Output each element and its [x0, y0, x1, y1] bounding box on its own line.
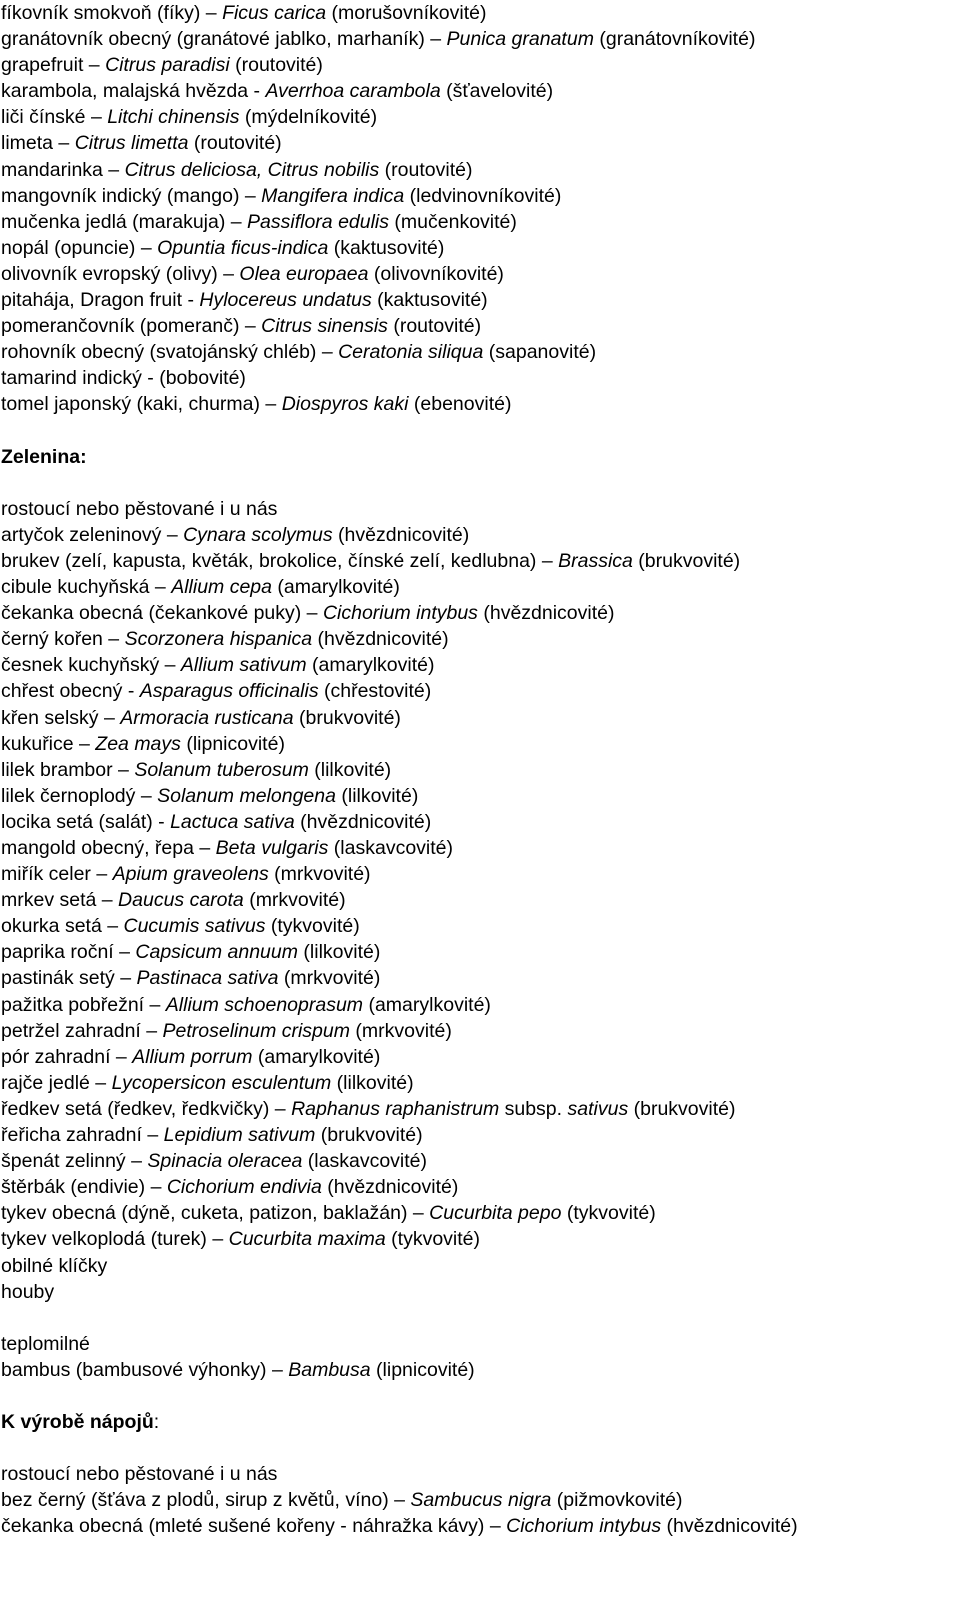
- text-segment: (lipnicovité): [370, 1358, 475, 1381]
- text-segment: (hvězdnicovité): [312, 628, 449, 651]
- text-segment: čekanka obecná (čekankové puky) –: [1, 602, 323, 625]
- beverage-list: [1, 1487, 960, 1539]
- text-segment: (granátovníkovité): [593, 28, 756, 51]
- text-segment: (routovité): [229, 54, 323, 77]
- latin-name: Daucus carota: [118, 889, 244, 912]
- text-segment: tomel japonský (kaki, churma) –: [1, 393, 282, 416]
- text-segment: rajče jedlé –: [1, 1071, 112, 1094]
- latin-name: Lepidium sativum: [163, 1124, 316, 1147]
- text-segment: bambus (bambusové výhonky) –: [1, 1358, 289, 1381]
- text-segment: (morušovníkovité): [326, 2, 487, 24]
- list-item: [1, 391, 960, 417]
- list-item: [1, 783, 960, 809]
- text-segment: rohovník obecný (svatojánský chléb) –: [1, 341, 339, 364]
- list-item: [1, 1226, 960, 1252]
- list-item: [1, 287, 960, 313]
- heading-text: Zelenina:: [1, 445, 87, 468]
- text-segment: (lilkovité): [335, 784, 419, 807]
- text-segment: lilek brambor –: [1, 758, 135, 781]
- list-item: [1, 104, 960, 130]
- text-segment: karambola, malajská hvězda -: [1, 80, 266, 103]
- text-segment: (hvězdnicovité): [321, 1176, 459, 1199]
- text-segment: mangold obecný, řepa –: [1, 837, 216, 859]
- list-item: [1, 757, 960, 783]
- text-segment: (chřestovité): [318, 680, 432, 703]
- text-segment: mandarinka –: [1, 158, 125, 181]
- list-item: [1, 548, 960, 574]
- text-segment: tykev velkoplodá (turek) –: [1, 1228, 229, 1251]
- text-segment: pomerančovník (pomeranč) –: [1, 315, 262, 338]
- list-item: [1, 1487, 960, 1513]
- latin-name: Cichorium endivia: [166, 1176, 322, 1199]
- list-item: [1, 574, 960, 600]
- list-item: [1, 939, 960, 965]
- warm-vegetable-list: [1, 1357, 960, 1383]
- latin-name: Litchi chinensis: [107, 106, 240, 129]
- text-segment: miřík celer –: [1, 863, 113, 886]
- text-segment: (lipnicovité): [180, 732, 285, 755]
- latin-name: Passiflora edulis: [247, 210, 390, 233]
- list-item: [1, 731, 960, 757]
- latin-name: Apium graveolens: [112, 863, 269, 886]
- text-segment: granátovník obecný (granátové jablko, marhaník) –: [1, 28, 447, 51]
- list-item: [1, 339, 960, 365]
- text-segment: (sapanovité): [483, 341, 597, 364]
- list-item: [1, 809, 960, 835]
- text-segment: lilek černoplodý –: [1, 784, 158, 807]
- text-segment: (brukvovité): [632, 549, 741, 572]
- latin-name: Armoracia rusticana: [120, 706, 294, 729]
- list-item: [1, 1513, 960, 1539]
- text-segment: (mrkvovité): [268, 863, 371, 886]
- text-segment: (amarylkovité): [271, 576, 400, 599]
- latin-name: Scorzonera hispanica: [124, 628, 313, 651]
- text-segment: (šťavelovité): [440, 80, 554, 103]
- latin-name: Asparagus officinalis: [139, 680, 319, 703]
- text-segment: okurka setá –: [1, 915, 124, 938]
- latin-name: Averrhoa carambola: [265, 80, 441, 103]
- text-segment: tamarind indický - (bobovité): [1, 367, 246, 390]
- latin-name: Punica granatum: [446, 28, 594, 51]
- text-segment: pitahája, Dragon fruit -: [1, 289, 200, 312]
- latin-name: Citrus limetta: [74, 132, 189, 155]
- section-heading-zelenina: [1, 444, 960, 470]
- text-segment: (brukvovité): [293, 706, 401, 729]
- text-segment: ředkev setá (ředkev, ředkvičky) –: [1, 1097, 292, 1120]
- heading-text: K výrobě nápojů: [1, 1411, 154, 1434]
- latin-name: Opuntia ficus-indica: [157, 236, 329, 259]
- text-segment: (mrkvovité): [278, 967, 381, 990]
- latin-name: Citrus sinensis: [261, 315, 388, 338]
- text-segment: subsp.: [499, 1097, 568, 1120]
- text-segment: kukuřice –: [1, 732, 96, 755]
- text-segment: (kaktusovité): [371, 289, 488, 312]
- text-segment: tykev obecná (dýně, cuketa, patizon, baklažán) –: [1, 1202, 430, 1225]
- list-item: [1, 130, 960, 156]
- latin-name: Brassica: [558, 549, 633, 572]
- list-item: [1, 992, 960, 1018]
- text-segment: brukev (zelí, kapusta, květák, brokolice, čínské zelí, kedlubna) –: [1, 549, 559, 572]
- latin-name: Solanum tuberosum: [134, 758, 309, 781]
- text-segment: (mrkvovité): [243, 889, 346, 912]
- latin-name: Diospyros kaki: [281, 393, 409, 416]
- text-segment: limeta –: [1, 132, 75, 155]
- text-segment: špenát zelinný –: [1, 1150, 148, 1173]
- latin-name: Citrus paradisi: [105, 54, 230, 77]
- list-item: [1, 261, 960, 287]
- latin-name: Allium porrum: [132, 1045, 253, 1068]
- text-segment: paprika roční –: [1, 941, 136, 964]
- list-item: [1, 1279, 960, 1305]
- text-segment: chřest obecný -: [1, 680, 140, 703]
- text-segment: pažitka pobřežní –: [1, 993, 166, 1016]
- latin-name: Pastinaca sativa: [136, 967, 279, 990]
- list-item: [1, 1122, 960, 1148]
- text-segment: štěrbák (endivie) –: [1, 1176, 167, 1199]
- list-item: [1, 600, 960, 626]
- latin-name: Cucurbita pepo: [429, 1202, 562, 1225]
- latin-name: Hylocereus undatus: [199, 289, 372, 312]
- list-item: [1, 52, 960, 78]
- fruit-list: [1, 0, 960, 418]
- latin-name: Ficus carica: [222, 2, 327, 24]
- latin-name: Sambucus nigra: [410, 1489, 552, 1512]
- list-item: [1, 78, 960, 104]
- latin-name: Solanum melongena: [157, 784, 336, 807]
- subheading-teplomilne: teplomilné: [1, 1332, 90, 1355]
- text-segment: (lilkovité): [298, 941, 381, 964]
- latin-name: Zea mays: [95, 732, 181, 755]
- text-segment: (routovité): [387, 315, 482, 338]
- latin-name: Cucumis sativus: [123, 915, 266, 938]
- text-segment: (pižmovkovité): [551, 1489, 683, 1512]
- spacer: [1, 1435, 960, 1461]
- text-segment: (tykvovité): [561, 1202, 656, 1225]
- list-item: [1, 235, 960, 261]
- latin-name: Capsicum annuum: [135, 941, 298, 964]
- text-segment: (brukvovité): [628, 1097, 736, 1120]
- heading-suffix: :: [153, 1411, 160, 1434]
- text-segment: (hvězdnicovité): [332, 523, 470, 546]
- list-item: [1, 652, 960, 678]
- text-segment: locika setá (salát) -: [1, 810, 171, 833]
- list-item: [1, 678, 960, 704]
- spacer: [1, 1383, 960, 1409]
- text-segment: černý kořen –: [1, 628, 125, 651]
- text-segment: (lilkovité): [308, 758, 392, 781]
- text-segment: (lilkovité): [331, 1071, 414, 1094]
- text-segment: (routovité): [379, 158, 473, 181]
- text-segment: (amarylkovité): [306, 654, 435, 677]
- list-item: [1, 365, 960, 391]
- list-item: [1, 1148, 960, 1174]
- text-segment: (brukvovité): [315, 1124, 423, 1147]
- text-segment: (hvězdnicovité): [294, 810, 432, 833]
- list-item: [1, 1096, 960, 1122]
- text-segment: (routovité): [188, 132, 282, 155]
- vegetable-list: [1, 522, 960, 1305]
- list-item: [1, 209, 960, 235]
- text-segment: mangovník indický (mango) –: [1, 184, 262, 207]
- text-segment: (hvězdnicovité): [661, 1515, 798, 1538]
- text-segment: olivovník evropský (olivy) –: [1, 262, 240, 285]
- list-item: [1, 965, 960, 991]
- latin-name: Beta vulgaris: [215, 837, 329, 859]
- latin-name: sativus: [567, 1097, 629, 1120]
- spacer: [1, 470, 960, 496]
- text-segment: liči čínské –: [1, 106, 108, 129]
- latin-name: Lactuca sativa: [170, 810, 295, 833]
- spacer: [1, 1305, 960, 1331]
- latin-name: Citrus deliciosa, Citrus nobilis: [124, 158, 380, 181]
- text-segment: (mýdelníkovité): [239, 106, 378, 129]
- text-segment: (tykvovité): [385, 1228, 481, 1251]
- latin-name: Cucurbita maxima: [228, 1228, 386, 1251]
- latin-name: Cichorium intybus: [322, 602, 478, 625]
- text-segment: (ebenovité): [408, 393, 512, 416]
- latin-name: Cynara scolymus: [183, 523, 333, 546]
- list-item: [1, 313, 960, 339]
- list-item: [1, 1200, 960, 1226]
- text-segment: řeřicha zahradní –: [1, 1124, 164, 1147]
- text-segment: česnek kuchyňský –: [1, 654, 181, 677]
- latin-name: Mangifera indica: [261, 184, 405, 207]
- list-item: [1, 26, 960, 52]
- text-segment: mrkev setá –: [1, 889, 119, 912]
- list-item: [1, 887, 960, 913]
- text-segment: křen selský –: [1, 706, 121, 729]
- list-item: [1, 1044, 960, 1070]
- text-segment: (ledvinovníkovité): [404, 184, 562, 207]
- latin-name: Petroselinum crispum: [162, 1019, 350, 1042]
- text-segment: (amarylkovité): [363, 993, 491, 1016]
- latin-name: Spinacia oleracea: [147, 1150, 303, 1173]
- text-segment: (laskavcovité): [328, 837, 454, 859]
- list-item: [1, 0, 960, 26]
- text-segment: obilné klíčky: [1, 1254, 108, 1277]
- list-item: [1, 705, 960, 731]
- list-item: [1, 1070, 960, 1096]
- text-segment: (mučenkovité): [389, 210, 517, 233]
- latin-name: Allium cepa: [171, 576, 272, 599]
- list-item: [1, 1174, 960, 1200]
- text-segment: petržel zahradní –: [1, 1019, 163, 1042]
- latin-name: Olea europaea: [239, 262, 369, 285]
- list-item: [1, 1253, 960, 1279]
- latin-name: Ceratonia siliqua: [338, 341, 484, 364]
- text-segment: nopál (opuncie) –: [1, 236, 158, 259]
- text-segment: (hvězdnicovité): [477, 602, 615, 625]
- text-segment: (tykvovité): [265, 915, 360, 938]
- text-segment: (laskavcovité): [302, 1150, 428, 1173]
- list-item: [1, 522, 960, 548]
- text-segment: grapefruit –: [1, 54, 106, 77]
- section-heading-napoje: [1, 1409, 960, 1435]
- text-segment: pór zahradní –: [1, 1045, 133, 1068]
- text-segment: houby: [1, 1280, 55, 1303]
- latin-name: Allium sativum: [180, 654, 307, 677]
- list-item: [1, 1357, 960, 1383]
- list-item: [1, 913, 960, 939]
- latin-name: Cichorium intybus: [506, 1515, 662, 1538]
- text-segment: (mrkvovité): [350, 1019, 452, 1042]
- text-segment: cibule kuchyňská –: [1, 576, 172, 599]
- subheading: rostoucí nebo pěstované i u nás: [1, 497, 278, 520]
- spacer: [1, 418, 960, 444]
- latin-name: Lycopersicon esculentum: [111, 1071, 332, 1094]
- list-item: [1, 626, 960, 652]
- latin-name: Allium schoenoprasum: [165, 993, 364, 1016]
- latin-name: Bambusa: [288, 1358, 371, 1381]
- text-segment: bez černý (šťáva z plodů, sirup z květů, víno) –: [1, 1489, 411, 1512]
- text-segment: (olivovníkovité): [368, 262, 504, 285]
- latin-name: Raphanus raphanistrum: [291, 1097, 500, 1120]
- text-segment: pastinák setý –: [1, 967, 137, 990]
- text-segment: artyčok zeleninový –: [1, 523, 184, 546]
- text-segment: mučenka jedlá (marakuja) –: [1, 210, 248, 233]
- subheading: rostoucí nebo pěstované i u nás: [1, 1463, 278, 1486]
- text-segment: (amarylkovité): [252, 1045, 381, 1068]
- text-segment: fíkovník smokvoň (fíky) –: [1, 2, 223, 24]
- list-item: [1, 183, 960, 209]
- list-item: [1, 861, 960, 887]
- list-item: [1, 1018, 960, 1044]
- text-segment: (kaktusovité): [328, 236, 445, 259]
- list-item: [1, 157, 960, 183]
- text-segment: čekanka obecná (mleté sušené kořeny - náhražka kávy) –: [1, 1515, 507, 1538]
- list-item: [1, 835, 960, 861]
